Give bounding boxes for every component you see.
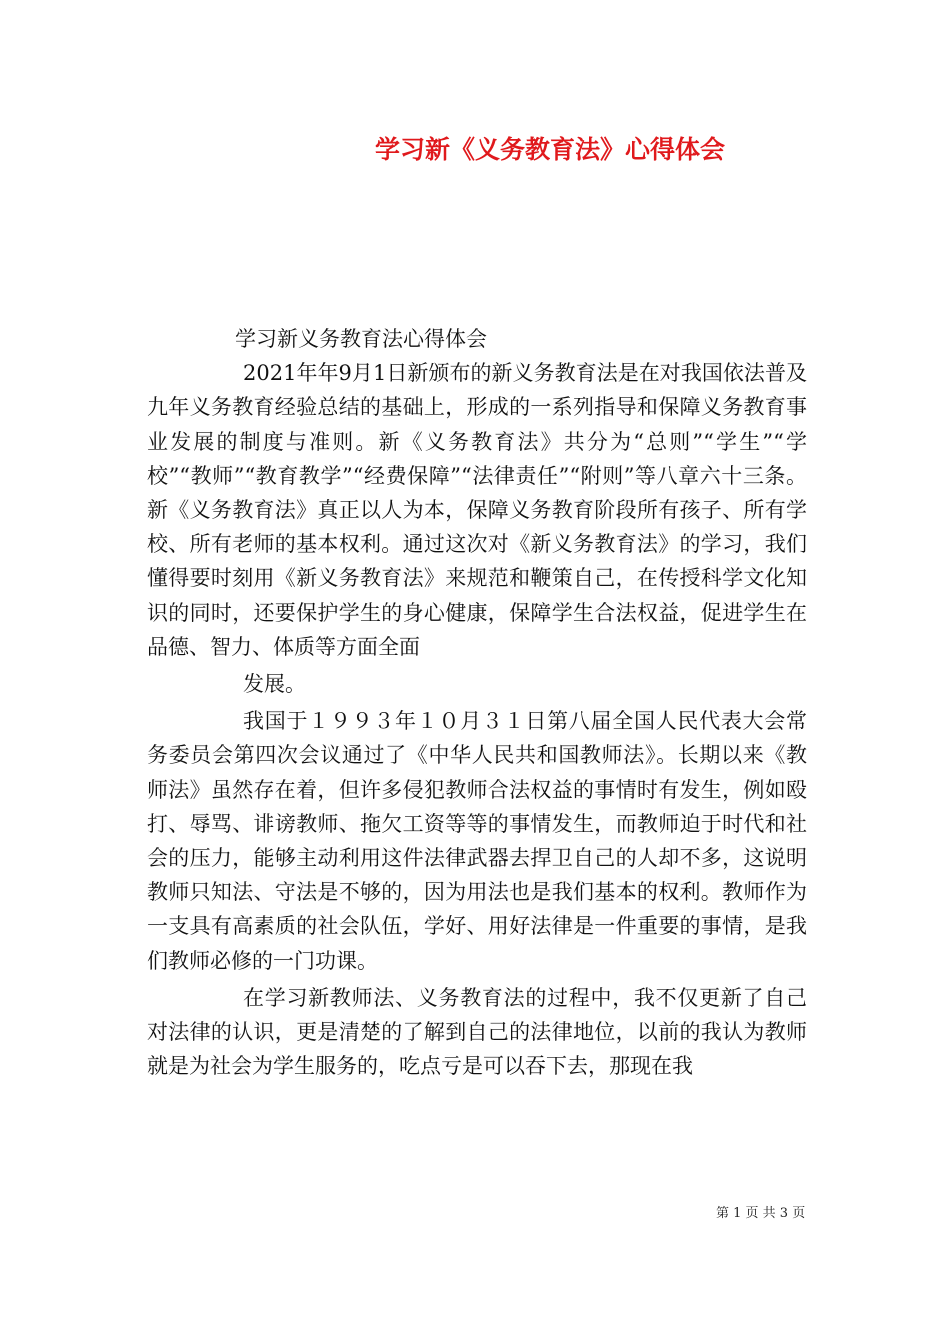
paragraph-3: 我国于１９９３年１０月３１日第八届全国人民代表大会常务委员会第四次会议通过了《中华人民共和国教师法》。长期以来《教师法》虽然存在着，但许多侵犯教师合法权益的事情时有发生，例如殴打、辱骂、诽谤教师、拖欠工资等等的事情发生，而教师迫于时代和社会的压力，能够主动利用这件法律武器去捍卫自己的人却不多，这说明教师只知法、守法是不够的，因为用法也是我们基本的权利。教师作为一支具有高素质的社会队伍，学好、用好法律是一件重要的事情，是我们教师必修的一门功课。: [147, 709, 807, 973]
document-title: 学习新《义务教育法》心得体会: [374, 135, 725, 164]
paragraph-1: 2021年年9月1日新颁布的新义务教育法是在对我国依法普及九年义务教育经验总结的基础上，形成的一系列指导和保障义务教育事业发展的制度与准则。新《义务教育法》共分为“总则”“学生”“学校”“教师”“教育教学”“经费保障”“法律责任”“附则”等八章六十三条。新《义务教育法》真正以人为本，保障义务教育阶段所有孩子、所有学校、所有老师的基本权利。通过这次对《新义务教育法》的学习，我们懂得要时刻用《新义务教育法》来规范和鞭策自己，在传授科学文化知识的同时，还要保护学生的身心健康，保障学生合法权益，促进学生在品德、智力、体质等方面全面: [147, 361, 807, 659]
document-subheading: 学习新义务教育法心得体会: [235, 327, 487, 351]
paragraph-2: 发展。: [243, 672, 306, 697]
document-body: [147, 322, 807, 1083]
page-number: 第 1 页 共 3 页: [716, 1206, 806, 1221]
paragraph-4: 在学习新教师法、义务教育法的过程中，我不仅更新了自己对法律的认识，更是清楚的了解到自己的法律地位，以前的我认为教师就是为社会为学生服务的，吃点亏是可以吞下去，那现在我: [147, 985, 807, 1079]
